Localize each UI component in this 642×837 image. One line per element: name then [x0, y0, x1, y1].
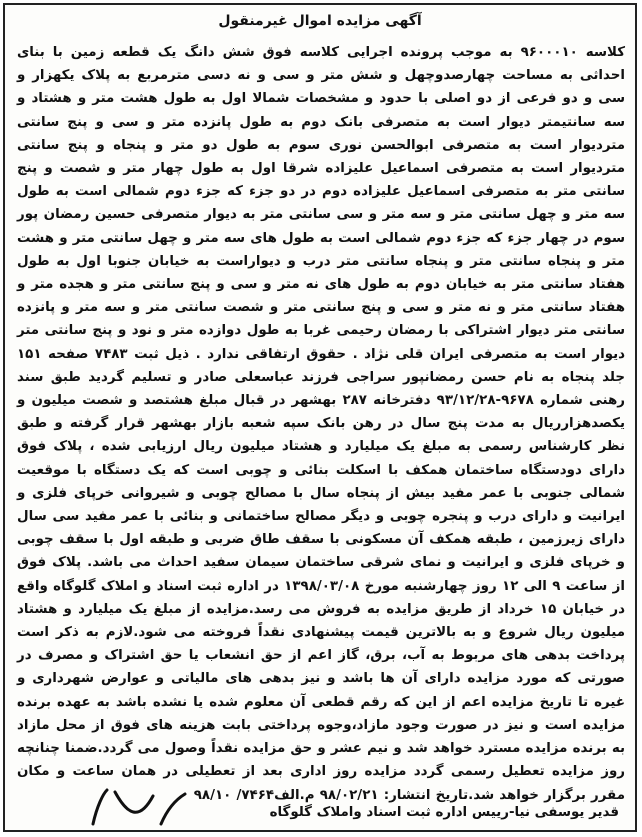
signature-line: قدیر یوسفی نیا-رییس اداره ثبت اسناد واملاک گلوگاه	[269, 805, 619, 820]
ad-frame	[3, 3, 637, 832]
ad-title: آگهی مزایده اموال غیرمنقول	[218, 13, 422, 29]
handwritten-mark-icon	[75, 784, 195, 828]
ad-body-text: کلاسه ۹۶۰۰۰۱۰ به موجب پرونده اجرایی کلاسه فوق شش دانگ یک قطعه زمین با بنای احداثی به مساحت چهارصدوچهل و شش متر و سی و نه دسی مترمربع به پلاک یکهزار و سی و دو فرعی از دو اصلی با حدود و مشخصات شمالا اول به طول هشت متر و هشتاد و سه سانتیمتر دیوار است به متصرفی بانک دوم به طول پانزده متر و سی و پنج سانتی متردیوار است به متصرفی ابوالحسن نوری سوم به طول دو متر و پنجاه و پنج سانتی متردیوار است به متصرفی اسماعیل علیزاده شرقا اول به طول چهار متر و شصت و پنج سانتی متر به متصرفی اسماعیل علیزاده دوم در دو جزء که جزء دوم شمالی است به طول سه متر و چهل سانتی متر و سه متر و سی سانتی متر به دیوار متصرفی حسین رمضان پور سوم در چهار جزء که جزء دوم شمالی است به طول های سه متر و چهل سانتی متر و هشت متر و پنجاه سانتی متر و پنجاه سانتی متر درب و دیواراست به خیابان جنوبا اول به طول هفتاد سانتی متر به خیابان دوم به طول های نه متر و سی و پنج سانتی متر و هجده متر و هفتاد سانتی متر و نه متر و سی و پنج سانتی متر و شصت سانتی متر و سه متر و پانزده سانتی متر دیوار اشتراکی با رمضان رحیمی غربا به طول دوازده متر و نود و پنج سانتی متر دیوار است به متصرفی ایران قلی نژاد . حقوق ارتفاقی ندارد . ذیل ثبت ۷۴۸۳ صفحه ۱۵۱ جلد پنجاه به نام حسن رمضانپور سراجی فرزند عباسعلی صادر و تسلیم گردید طبق سند رهنی شماره ۹۶۷۸-۹۳/۱۲/۲۸ دفترخانه ۲۸۷ بهشهر در قبال مبلغ هشتصد و شصت میلیون و یکصدهزارریال به مدت پنج سال در رهن بانک سپه شعبه بازار بهشهر قرار گرفته و طبق نظر کارشناس رسمی به مبلغ یک میلیارد و هشتاد میلیون ریال ارزیابی شده ، پلاک فوق دارای دودستگاه ساختمان همکف با اسکلت بنائی و چوبی است که یک دستگاه با موقعیت شمالی جنوبی با عمر مفید بیش از پنجاه سال با مصالح چوبی و شیروانی خرپای فلزی و ایرانیت و دارای درب و پنجره چوبی و دیگر مصالح ساختمانی و بنائی با عمر مفید سی سال دارای زیرزمین ، طبقه همکف آن مسکونی با سقف طاق ضربی و طبقه اول با سقف چوبی و خرپای فلزی و ایرانیت و نمای شرقی ساختمان سیمان سفید احداث می باشد. پلاک فوق از ساعت ۹ الی ۱۲ روز چهارشنبه مورخ ۱۳۹۸/۰۳/۰۸ در اداره ثبت اسناد و املاک گلوگاه واقع در خیابان ۱۵ خرداد از طریق مزایده به فروش می رسد.مزایده از مبلغ یک میلیارد و هشتاد میلیون ریال شروع و به بالاترین قیمت پیشنهادی نقداً فروخته می شود.لازم به ذکر است پرداخت بدهی های مربوط به آب، برق، گاز اعم از حق انشعاب یا حق اشتراک و مصرف در صورتی که مورد مزایده دارای آن ها باشد و نیز بدهی های مالیاتی و عوارض شهرداری و غیره تا تاریخ مزایده اعم از این که رقم قطعی آن معلوم شده یا نشده باشد به عهده برنده مزایده است و نیز در صورت وجود مازاد،وجوه پرداختی بابت هزینه های فوق از محل مازاد به برنده مزایده مسترد خواهد شد و نیم عشر و حق مزایده نقداً وصول می گردد.ضمنا چنانچه روز مزایده تعطیل رسمی گردد مزایده روز اداری بعد از تعطیلی در همان ساعت و مکان مقرر برگزار خواهد شد.تاریخ انتشار: ۹۸/۰۲/۲۱ م.الف۷۴۶۴/ ۹۸/۱۰	[17, 45, 626, 803]
